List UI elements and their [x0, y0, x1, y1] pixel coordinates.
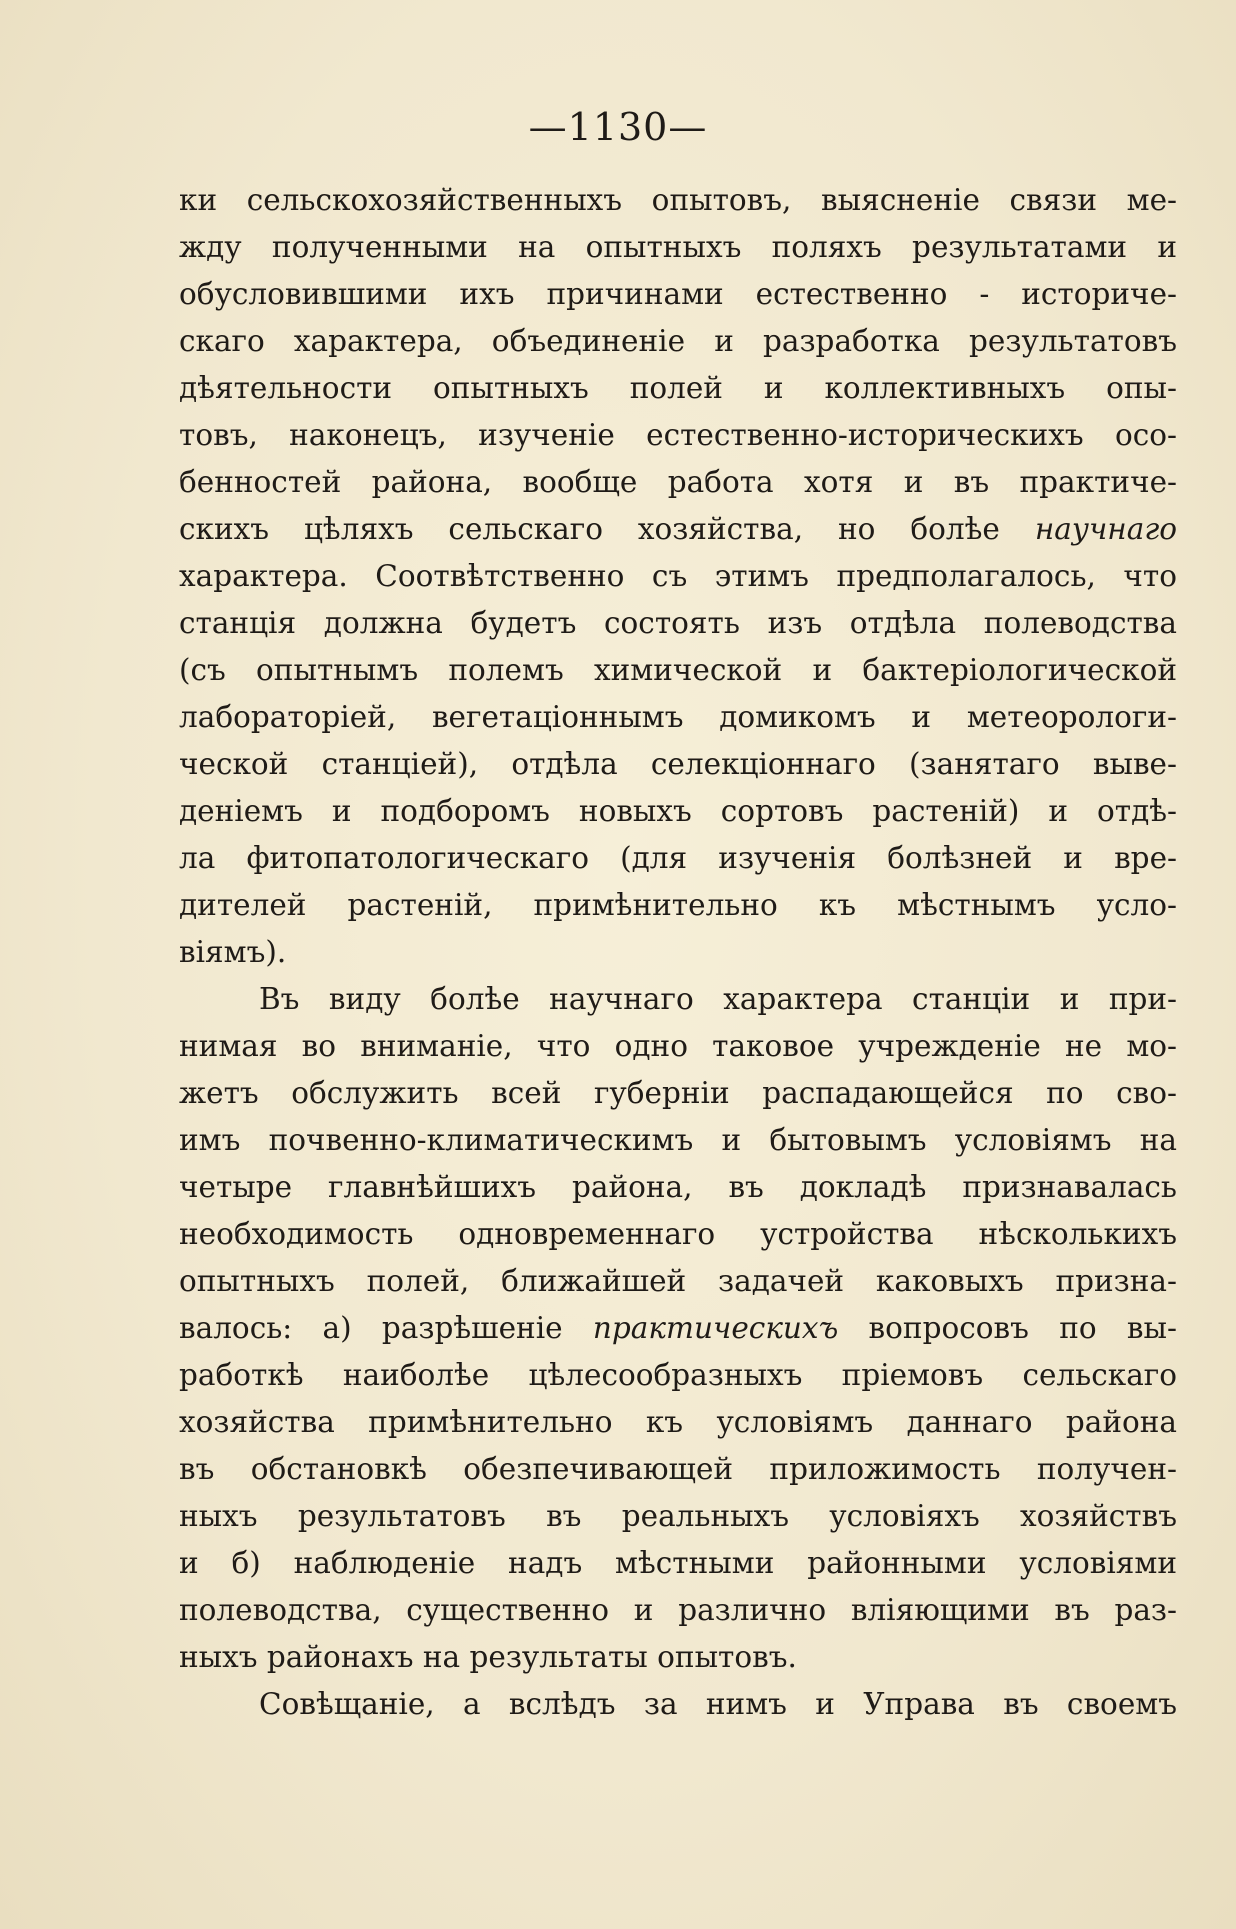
text-segment: вопросовъ по вы-	[868, 1311, 1177, 1345]
text-line: хозяйства примѣнительно къ условіямъ даннаго района	[179, 1405, 1177, 1439]
text-line: ныхъ районахъ на результаты опытовъ.	[179, 1640, 797, 1674]
text-line	[179, 1305, 1177, 1352]
text-line: лабораторіей, вегетаціоннымъ домикомъ и метеорологи-	[179, 700, 1177, 734]
italic-emphasis: научнаго	[1034, 512, 1177, 546]
text-line: имъ почвенно-климатическимъ и бытовымъ условіямъ на	[179, 1123, 1177, 1157]
text-line: и б) наблюденіе надъ мѣстными районными условіями	[179, 1546, 1177, 1580]
text-line: бенностей района, вообще работа хотя и въ практиче-	[179, 465, 1177, 499]
text-line: (съ опытнымъ полемъ химической и бактеріологической	[179, 653, 1177, 687]
text-line: ла фитопатологическаго (для изученія болѣзней и вре-	[179, 841, 1177, 875]
italic-emphasis: практическихъ	[592, 1311, 839, 1345]
text-line: товъ, наконецъ, изученіе естественно-историческихъ осо-	[179, 418, 1177, 452]
text-line: жду полученными на опытныхъ поляхъ результатами и	[179, 230, 1177, 264]
text-line: полеводства, существенно и различно вліяющими въ раз-	[179, 1593, 1177, 1627]
text-line: четыре главнѣйшихъ района, въ докладѣ признавалась	[179, 1170, 1177, 1204]
text-segment: скихъ цѣляхъ сельскаго хозяйства, но болѣе	[179, 512, 1000, 546]
text-line: ческой станціей), отдѣла селекціоннаго (занятаго выве-	[179, 747, 1177, 781]
text-line: обусловившими ихъ причинами естественно - историче-	[179, 277, 1177, 311]
text-line: опытныхъ полей, ближайшей задачей каковыхъ призна-	[179, 1264, 1177, 1298]
text-line	[179, 506, 1177, 553]
text-line: дѣятельности опытныхъ полей и коллективныхъ опы-	[179, 371, 1177, 405]
text-line: Въ виду болѣе научнаго характера станціи и при-	[259, 982, 1177, 1016]
text-line: работкѣ наиболѣе цѣлесообразныхъ пріемовъ сельскаго	[179, 1358, 1177, 1392]
text-line: скаго характера, объединеніе и разработка результатовъ	[179, 324, 1177, 358]
text-line: Совѣщаніе, а вслѣдъ за нимъ и Управа въ своемъ	[259, 1687, 1177, 1721]
text-line: ныхъ результатовъ въ реальныхъ условіяхъ хозяйствъ	[179, 1499, 1177, 1533]
text-line: дителей растеній, примѣнительно къ мѣстнымъ усло-	[179, 888, 1177, 922]
text-line: станція должна будетъ состоять изъ отдѣла полеводства	[179, 606, 1177, 640]
text-line: деніемъ и подборомъ новыхъ сортовъ растеній) и отдѣ-	[179, 794, 1177, 828]
text-line: віямъ).	[179, 935, 287, 969]
page-number: —1130—	[528, 105, 708, 149]
text-line: нимая во вниманіе, что одно таковое учрежденіе не мо-	[179, 1029, 1177, 1063]
text-segment: валось: а) разрѣшеніе	[179, 1311, 563, 1345]
text-line: необходимость одновременнаго устройства нѣсколькихъ	[179, 1217, 1177, 1251]
text-line: ки сельскохозяйственныхъ опытовъ, выясненіе связи ме-	[179, 183, 1177, 217]
body-text	[179, 177, 1177, 1728]
text-line: характера. Соотвѣтственно съ этимъ предполагалось, что	[179, 559, 1177, 593]
text-line: жетъ обслужить всей губерніи распадающейся по сво-	[179, 1076, 1177, 1110]
text-line: въ обстановкѣ обезпечивающей приложимость получен-	[179, 1452, 1177, 1486]
